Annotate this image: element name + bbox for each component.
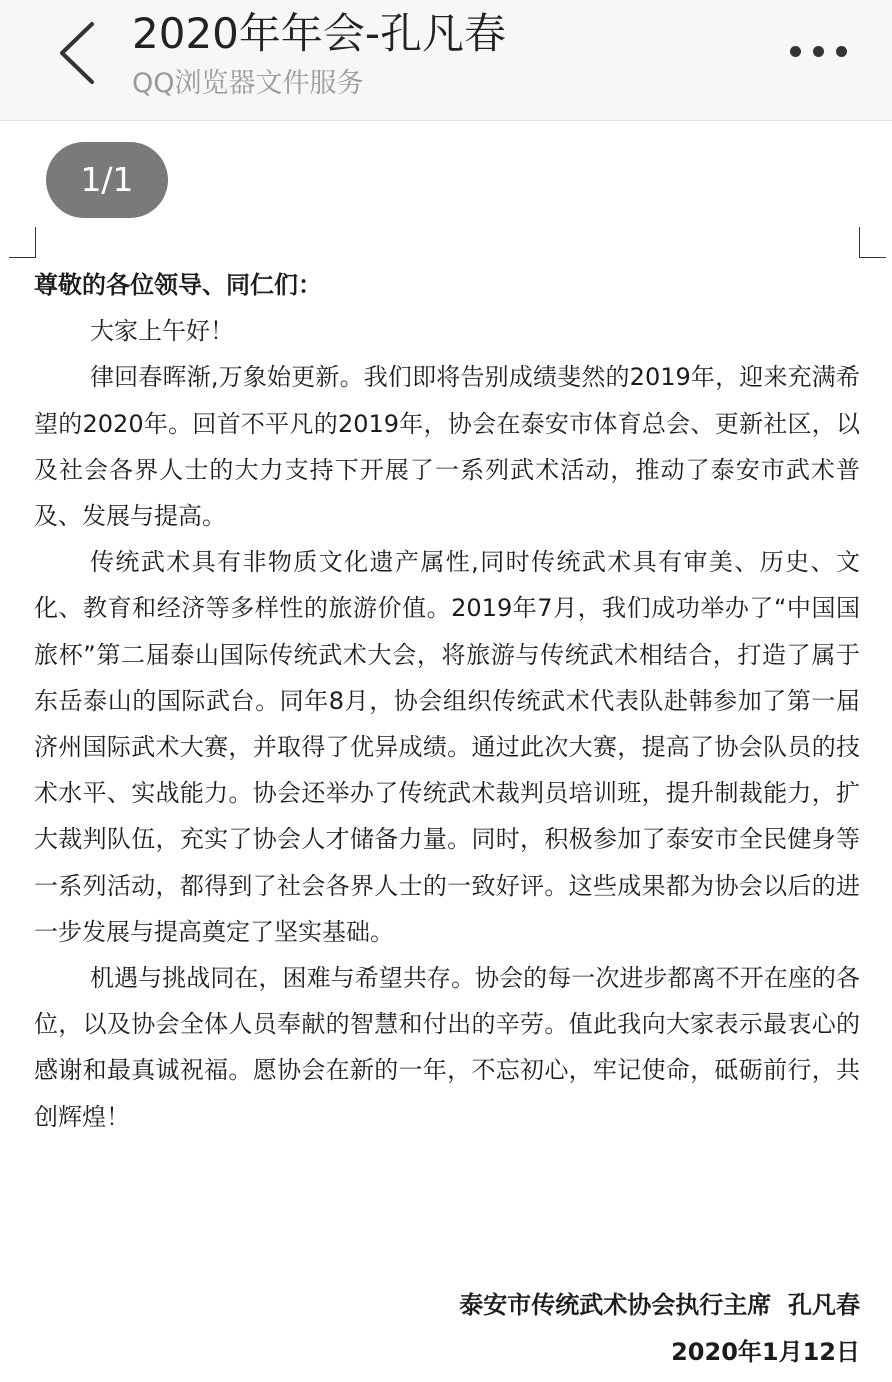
page-corner-mark-left <box>9 227 36 258</box>
signature-date: 2020年1月12日 <box>671 1338 860 1366</box>
service-subtitle: QQ浏览器文件服务 <box>132 68 364 99</box>
app-header <box>0 0 892 121</box>
signature-line: 泰安市传统武术协会执行主席 孔凡春 <box>459 1291 860 1319</box>
paragraph: 机遇与挑战同在，困难与希望共存。协会的每一次进步都离不开在座的各位，以及协会全体人员奉献的智慧和付出的辛劳。值此我向大家表示最衷心的感谢和最真诚祝福。愿协会在新的一年，不忘初心，牢记使命，砥砺前行，共创辉煌！ <box>34 964 860 1131</box>
salutation: 尊敬的各位领导、同仁们： <box>34 271 322 299</box>
page-indicator: 1/1 <box>46 142 168 218</box>
paragraph: 律回春晖渐,万象始更新。我们即将告别成绩斐然的2019年，迎来充满希望的2020年。回首不平凡的2019年，协会在泰安市体育总会、更新社区，以及社会各界人士的大力支持下开展了一系列武术活动，推动了泰安市武术普及、发展与提高。 <box>34 363 860 531</box>
page-corner-mark-right <box>859 227 886 258</box>
chevron-left-icon <box>52 18 112 88</box>
paragraph: 大家上午好！ <box>90 317 234 346</box>
document-body <box>34 262 860 1140</box>
document-title: 2020年年会-孔凡春 <box>132 9 507 58</box>
paragraph: 传统武术具有非物质文化遗产属性,同时传统武术具有审美、历史、文化、教育和经济等多样性的旅游价值。2019年7月，我们成功举办了“中国国旅杯”第二届泰山国际传统武术大会，将旅游与传统武术相结合，打造了属于东岳泰山的国际武台。同年8月，协会组织传统武术代表队赴韩参加了第一届济州国际武术大赛，并取得了优异成绩。通过此次大赛，提高了协会队员的技术水平、实战能力。协会还举办了传统武术裁判员培训班，提升制裁能力，扩大裁判队伍，充实了协会人才储备力量。同时，积极参加了泰安市全民健身等一系列活动，都得到了社会各界人士的一致好评。这些成果都为协会以后的进一步发展与提高奠定了坚实基础。 <box>34 548 860 946</box>
back-button[interactable] <box>52 18 112 88</box>
signature-block <box>459 1283 860 1374</box>
more-horizontal-icon <box>790 46 801 57</box>
more-options-button[interactable] <box>782 34 852 68</box>
